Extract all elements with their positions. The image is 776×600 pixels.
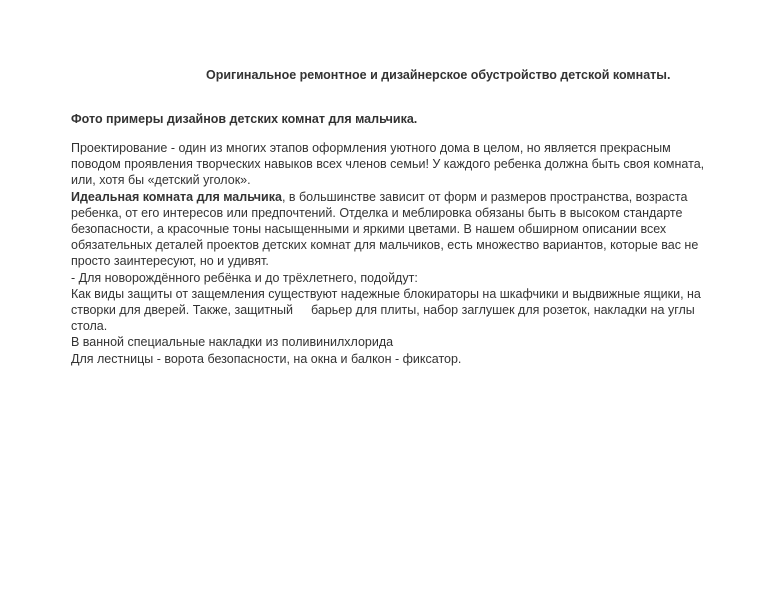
stairs-line: Для лестницы - ворота безопасности, на окна и балкон - фиксатор. <box>71 351 462 366</box>
intro-paragraph: Проектирование - один из многих этапов оформления уютного дома в целом, но является прекрасным поводом проявления творческих навыков всех членов семьи! У каждого ребенка должна быть своя комната, или, хотя бы «детский уголок». <box>71 141 705 188</box>
newborn-line: - Для новорождённого ребёнка и до трёхлетнего, подойдут: <box>71 270 418 285</box>
protection-text-part2: барьер для плиты, набор заглушек для розеток, накладки на углы стола. <box>71 303 695 334</box>
protection-text-part1: Как виды защиты от защемления существуют надежные блокираторы на шкафчики и выдвижные ящики, на створки для дверей. Также, защитный <box>71 286 701 318</box>
bathroom-line: В ванной специальные накладки из поливинилхлорида <box>71 335 394 350</box>
protection-paragraph <box>71 286 711 335</box>
document-title: Оригинальное ремонтное и дизайнерское обустройство детской комнаты. <box>206 68 671 82</box>
ideal-room-text: , в большинстве зависит от форм и размеров пространства, возраста ребенка, от его интересов или предпочтений. Отделка и меблировка обязаны быть в высоком стандарте безопасности, а красочные тоны насыщенными и яркими цветами. В нашем обширном описании всех обязательных деталей проектов детских комнат для мальчиков, есть множество вариантов, которые вас не просто заинтересуют, но и удивят. <box>71 189 699 269</box>
section-heading: Фото примеры дизайнов детских комнат для мальчика. <box>71 112 418 126</box>
ideal-room-bold-phrase: Идеальная комната для мальчика <box>71 189 282 204</box>
article-body <box>71 140 711 367</box>
ideal-room-paragraph <box>71 189 711 270</box>
